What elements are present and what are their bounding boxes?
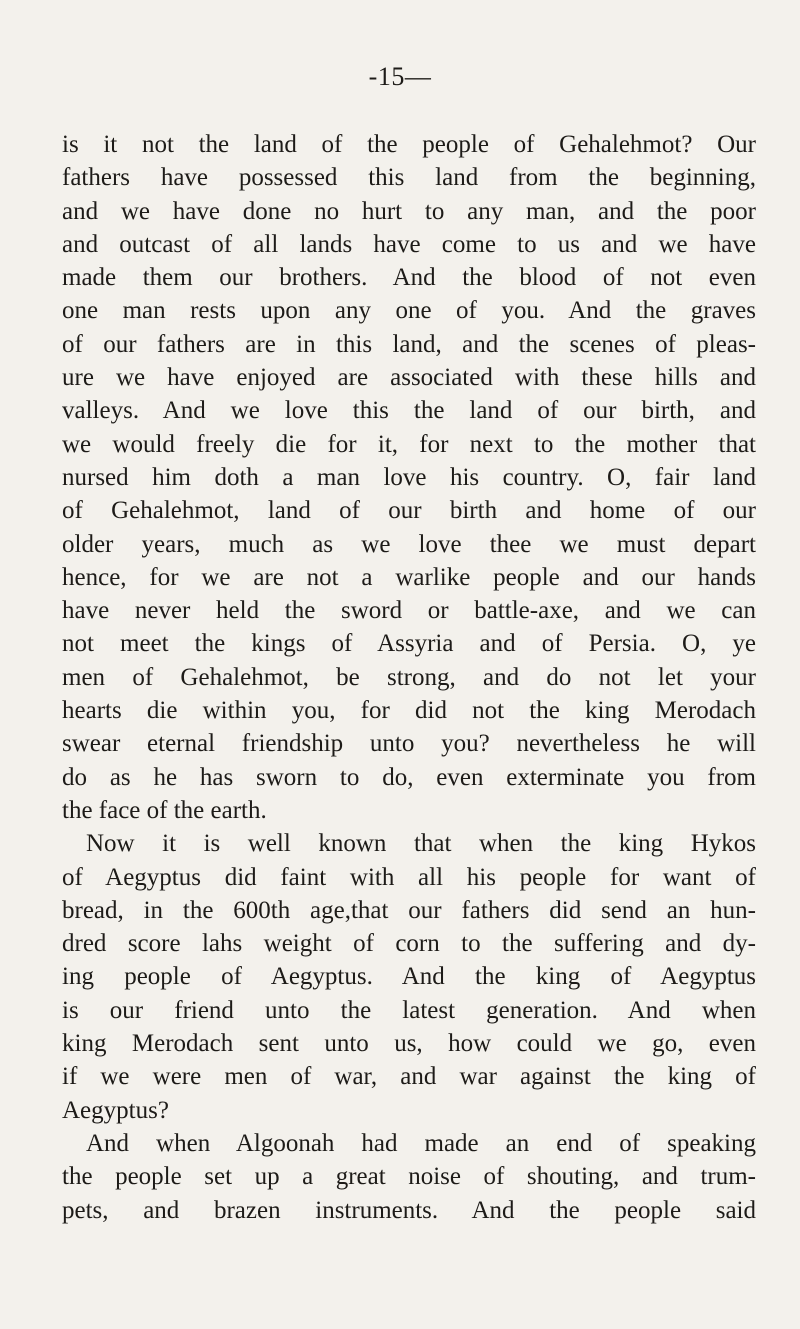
text-line: Now it is well known that when the king Hykos bbox=[86, 830, 756, 858]
text-line: hearts die within you, for did not the king Merodach bbox=[62, 697, 756, 725]
text-line: Aegyptus? bbox=[62, 1096, 169, 1124]
text-line: is our friend unto the latest generation. And when bbox=[62, 996, 756, 1024]
text-line: ure we have enjoyed are associated with these hills and bbox=[62, 364, 756, 392]
text-line: older years, much as we love thee we must depart bbox=[62, 530, 756, 558]
text-line: of our fathers are in this land, and the scenes of pleas- bbox=[62, 330, 756, 358]
text-line: the face of the earth. bbox=[62, 796, 267, 824]
text-line: and outcast of all lands have come to us and we have bbox=[62, 230, 756, 258]
text-line: dred score lahs weight of corn to the suffering and dy- bbox=[62, 930, 756, 958]
text-line: hence, for we are not a warlike people and our hands bbox=[62, 563, 756, 591]
text-line: valleys. And we love this the land of our birth, and bbox=[62, 397, 756, 425]
text-line: of Aegyptus did faint with all his people for want of bbox=[62, 863, 756, 891]
text-line: have never held the sword or battle-axe, and we can bbox=[62, 597, 756, 625]
text-line: fathers have possessed this land from the beginning, bbox=[62, 164, 756, 192]
text-line: And when Algoonah had made an end of speaking bbox=[86, 1129, 756, 1157]
text-line: bread, in the 600th age,that our fathers did send an hun- bbox=[62, 896, 756, 924]
text-line: one man rests upon any one of you. And the graves bbox=[62, 297, 756, 325]
text-line: not meet the kings of Assyria and of Persia. O, ye bbox=[62, 630, 756, 658]
text-line: we would freely die for it, for next to the mother that bbox=[62, 430, 756, 458]
text-line: swear eternal friendship unto you? nevertheless he will bbox=[62, 730, 756, 758]
body-text bbox=[62, 128, 756, 1227]
text-line: do as he has sworn to do, even exterminate you from bbox=[62, 763, 756, 791]
text-line: made them our brothers. And the blood of not even bbox=[62, 264, 756, 292]
text-line: pets, and brazen instruments. And the people said bbox=[62, 1196, 756, 1224]
text-line: and we have done no hurt to any man, and the poor bbox=[62, 197, 756, 225]
text-line: the people set up a great noise of shouting, and trum- bbox=[62, 1163, 756, 1191]
text-line: nursed him doth a man love his country. O, fair land bbox=[62, 463, 756, 491]
text-line: ing people of Aegyptus. And the king of Aegyptus bbox=[62, 963, 756, 991]
text-line: king Merodach sent unto us, how could we go, even bbox=[62, 1030, 756, 1058]
page-number: -15— bbox=[368, 62, 432, 91]
text-line: of Gehalehmot, land of our birth and home of our bbox=[62, 497, 756, 525]
text-line: if we were men of war, and war against the king of bbox=[62, 1063, 756, 1091]
text-line: is it not the land of the people of Gehalehmot? Our bbox=[62, 131, 756, 158]
text-line: men of Gehalehmot, be strong, and do not let your bbox=[62, 663, 756, 691]
